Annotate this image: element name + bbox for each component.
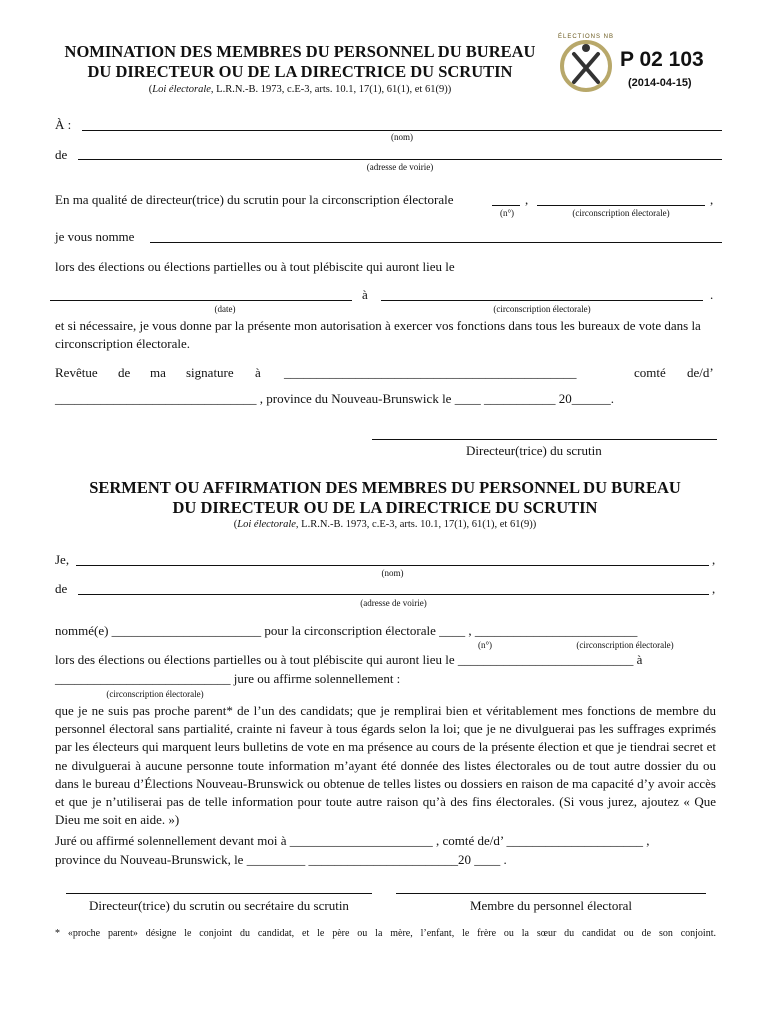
capacity-text: En ma qualité de directeur(trice) du scrutin pour la circonscription électorale bbox=[55, 192, 454, 207]
date-caption: (date) bbox=[214, 304, 236, 314]
oath-of-label: de bbox=[55, 581, 68, 596]
rofficer-sig-line-2[interactable] bbox=[66, 893, 372, 894]
name-caption: (nom) bbox=[391, 132, 413, 142]
authorization-text: et si nécessaire, je vous donne par la présente mon autorisation à exercer vos fonctions dans tous les bureaux de vote dans la circonscription électorale. bbox=[55, 318, 701, 351]
district-no-line[interactable] bbox=[492, 205, 520, 206]
to-label: À : bbox=[55, 117, 72, 132]
sig-left-label: Directeur(trice) du scrutin ou secrétaire du scrutin bbox=[89, 898, 349, 913]
capacity-sep: , bbox=[525, 192, 529, 207]
signed-word-4: signature bbox=[186, 365, 234, 380]
form-title-line1: NOMINATION DES MEMBRES DU PERSONNEL DU BUREAU bbox=[64, 42, 536, 61]
rofficer-signature-line[interactable] bbox=[372, 439, 717, 440]
swear-text[interactable]: ___________________________ jure ou affirme solennellement : bbox=[55, 671, 401, 686]
oath-no-caption: (n°) bbox=[477, 640, 493, 650]
rofficer-label: Directeur(trice) du scrutin bbox=[466, 443, 602, 458]
sig-right-label: Membre du personnel électoral bbox=[469, 898, 633, 913]
district-name-line[interactable] bbox=[537, 205, 705, 206]
oath-district-caption: (circonscription électorale) bbox=[576, 640, 674, 650]
address-caption: (adresse de voirie) bbox=[366, 162, 434, 172]
end-dot: . bbox=[710, 287, 714, 302]
signed-place-line[interactable]: _____________________________________________ bbox=[284, 365, 577, 380]
sworn-text[interactable]: Juré ou affirmé solennellement devant moi à ______________________ , comté de/d’ _____________________ , bbox=[55, 833, 650, 848]
oath-district-caption-2: (circonscription électorale) bbox=[106, 689, 204, 699]
date-line[interactable] bbox=[50, 300, 352, 301]
county-label: comté bbox=[634, 365, 666, 380]
oath-name-caption: (nom) bbox=[381, 568, 404, 578]
district-caption: (circonscription électorale) bbox=[572, 208, 670, 218]
je-label: Je, bbox=[55, 552, 70, 567]
form-date: (2014-04-15) bbox=[628, 77, 692, 89]
member-sig-line[interactable] bbox=[396, 893, 706, 894]
signed-word-3: ma bbox=[150, 365, 166, 380]
at-label: à bbox=[362, 287, 368, 302]
footnote: * «proche parent» désigne le conjoint du candidat, et le père ou la mère, l’enfant, le frère ou la sœur du candidat ou de son conjoint. bbox=[55, 928, 716, 939]
oath-address-caption: (adresse de voirie) bbox=[360, 598, 427, 608]
oath-law-reference: (Loi électorale, L.R.N.-B. 1973, c.E-3, arts. 10.1, 17(1), 61(1), et 61(9)) bbox=[233, 519, 537, 530]
appoint-label: je vous nomme bbox=[55, 229, 135, 244]
oath-elections-text[interactable]: lors des élections ou élections partielles ou à tout plébiscite qui auront lieu le ___________________________ à bbox=[55, 652, 643, 667]
appointed-text[interactable]: nommé(e) _______________________ pour la circonscription électorale ____ , _________________________ bbox=[55, 623, 638, 638]
form-title bbox=[40, 42, 560, 82]
law-reference: (Loi électorale, L.R.N.-B. 1973, c.E-3, arts. 10.1, 17(1), 61(1), et 61(9)) bbox=[148, 84, 452, 95]
oath-address-comma: , bbox=[712, 581, 716, 596]
oath-title-line2: DU DIRECTEUR OU DE LA DIRECTRICE DU SCRUTIN bbox=[172, 498, 598, 517]
signed-word-2: de bbox=[118, 365, 131, 380]
district-caption-2: (circonscription électorale) bbox=[493, 304, 591, 314]
name-line[interactable] bbox=[82, 130, 722, 131]
elections-nb-logo: ÉLECTIONS NB bbox=[558, 34, 614, 96]
province-date-line[interactable]: _______________________________ , province du Nouveau-Brunswick le ____ ___________ 20______. bbox=[55, 391, 614, 406]
signed-word-5: à bbox=[255, 365, 261, 380]
county-of-label: de/d’ bbox=[687, 365, 714, 380]
signed-word-1: Revêtue bbox=[55, 365, 98, 380]
form-number: P 02 103 bbox=[620, 48, 704, 71]
oath-address-line[interactable] bbox=[78, 594, 709, 595]
oath-title-line1: SERMENT OU AFFIRMATION DES MEMBRES DU PERSONNEL DU BUREAU bbox=[89, 478, 681, 497]
oath-title bbox=[40, 478, 730, 518]
capacity-end: , bbox=[710, 192, 714, 207]
no-caption: (n°) bbox=[499, 208, 515, 218]
oath-province-text[interactable]: province du Nouveau-Brunswick, le _________ _______________________20 ____ . bbox=[55, 852, 507, 867]
district-line-2[interactable] bbox=[381, 300, 703, 301]
appointee-line[interactable] bbox=[150, 242, 722, 243]
elections-text: lors des élections ou élections partielles ou à tout plébiscite qui auront lieu le bbox=[55, 259, 455, 274]
form-title-line2: DU DIRECTEUR OU DE LA DIRECTRICE DU SCRUTIN bbox=[87, 62, 513, 81]
of-label: de bbox=[55, 147, 68, 162]
signed-row bbox=[55, 364, 723, 382]
oath-paragraph: que je ne suis pas proche parent* de l’un des candidats; que je remplirai bien et véritablement mes fonctions de membre du personnel électoral sans partialité, crainte ni faveur à tous égards selon la loi; que je ne divulguerai pas les suffrages exprimés par les électeurs qui marquent leurs bulletins de vote en ma présence au cours de la présente élection et que je tiendrai secret et ne divulguerai à aucune personne toute information m’ayant été donnée des listes électorales ou de tout autre dossier du ou dans le bureau d’Élections Nouveau-Brunswick ou obtenue de telles listes ou dossiers en raison de ma capacité d’y avoir accès et que je n’utiliserai pas de telle information pour toute autre raison qu’à des fins électorales. (Si vous jurez, ajoutez « Que Dieu me soit en aide. ») bbox=[55, 703, 716, 828]
oath-name-comma: , bbox=[712, 552, 716, 567]
address-line[interactable] bbox=[78, 159, 722, 160]
oath-name-line[interactable] bbox=[76, 565, 709, 566]
